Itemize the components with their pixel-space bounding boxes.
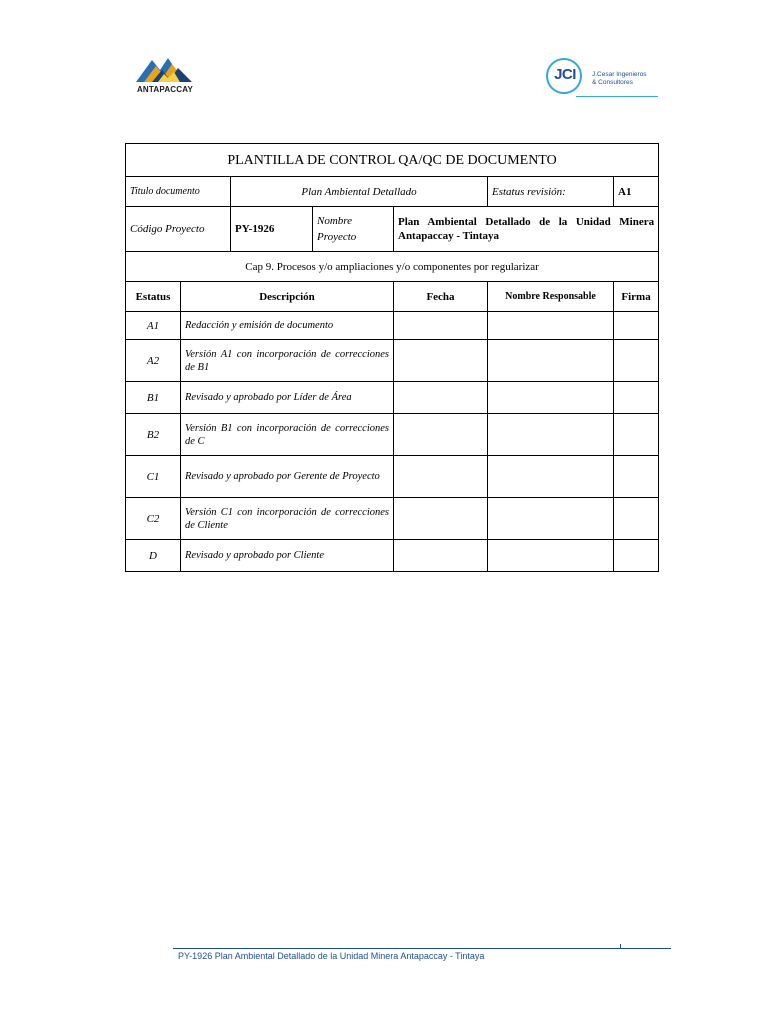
table-row bbox=[126, 540, 659, 572]
row-fecha-cell bbox=[394, 540, 488, 572]
row-firma-cell bbox=[614, 340, 659, 382]
jci-underline bbox=[576, 96, 658, 97]
col-header-nombre-responsable: Nombre Responsable bbox=[488, 282, 614, 312]
row-description: Versión B1 con incorporación de correcciones de C bbox=[181, 414, 394, 456]
jci-logo bbox=[546, 58, 658, 98]
row-description: Revisado y aprobado por Gerente de Proyecto bbox=[181, 456, 394, 498]
jci-monogram: JCI bbox=[554, 66, 576, 83]
row-firma-cell bbox=[614, 414, 659, 456]
table-row bbox=[126, 340, 659, 382]
row-status-code: D bbox=[126, 540, 181, 572]
table-row bbox=[126, 414, 659, 456]
col-header-firma: Firma bbox=[614, 282, 659, 312]
row-status-code: B2 bbox=[126, 414, 181, 456]
row-status-code: C2 bbox=[126, 498, 181, 540]
codigo-proyecto-label: Código Proyecto bbox=[126, 207, 231, 252]
table-title: PLANTILLA DE CONTROL QA/QC DE DOCUMENTO bbox=[126, 144, 659, 177]
row-responsable-cell bbox=[488, 540, 614, 572]
row-responsable-cell bbox=[488, 498, 614, 540]
jci-company-line2: & Consultores bbox=[592, 79, 633, 86]
table-row bbox=[126, 312, 659, 340]
table-row bbox=[126, 382, 659, 414]
row-description: Revisado y aprobado por Cliente bbox=[181, 540, 394, 572]
footer-rule bbox=[173, 948, 671, 949]
antapaccay-wordmark: ANTAPACCAY bbox=[136, 85, 194, 94]
nombre-proyecto-value: Plan Ambiental Detallado de la Unidad Minera Antapaccay - Tintaya bbox=[394, 207, 659, 252]
row-description: Versión C1 con incorporación de correcciones de Cliente bbox=[181, 498, 394, 540]
row-responsable-cell bbox=[488, 312, 614, 340]
qaqc-control-table bbox=[125, 143, 659, 572]
row-firma-cell bbox=[614, 312, 659, 340]
row-description: Revisado y aprobado por Líder de Área bbox=[181, 382, 394, 414]
row-fecha-cell bbox=[394, 498, 488, 540]
mountain-icon bbox=[134, 54, 196, 84]
antapaccay-logo bbox=[128, 54, 202, 98]
row-fecha-cell bbox=[394, 312, 488, 340]
chapter-subtitle: Cap 9. Procesos y/o ampliaciones y/o componentes por regularizar bbox=[126, 252, 659, 282]
footer-text: PY-1926 Plan Ambiental Detallado de la Unidad Minera Antapaccay - Tintaya bbox=[178, 951, 485, 961]
estatus-revision-value: A1 bbox=[614, 177, 659, 207]
row-firma-cell bbox=[614, 540, 659, 572]
nombre-proyecto-label: Nombre Proyecto bbox=[313, 207, 394, 252]
row-fecha-cell bbox=[394, 456, 488, 498]
titulo-documento-label: Titulo documento bbox=[126, 177, 231, 207]
jci-company-line1: J.Cesar Ingenieros bbox=[592, 71, 647, 78]
titulo-documento-value: Plan Ambiental Detallado bbox=[231, 177, 488, 207]
estatus-revision-label: Estatus revisión: bbox=[488, 177, 614, 207]
row-description: Versión A1 con incorporación de correcciones de B1 bbox=[181, 340, 394, 382]
row-firma-cell bbox=[614, 498, 659, 540]
footer-rule-tick bbox=[620, 944, 621, 949]
row-firma-cell bbox=[614, 382, 659, 414]
row-status-code: A1 bbox=[126, 312, 181, 340]
codigo-proyecto-value: PY-1926 bbox=[231, 207, 313, 252]
col-header-fecha: Fecha bbox=[394, 282, 488, 312]
row-fecha-cell bbox=[394, 382, 488, 414]
row-status-code: C1 bbox=[126, 456, 181, 498]
col-header-estatus: Estatus bbox=[126, 282, 181, 312]
col-header-descripcion: Descripción bbox=[181, 282, 394, 312]
table-row bbox=[126, 498, 659, 540]
row-firma-cell bbox=[614, 456, 659, 498]
row-fecha-cell bbox=[394, 340, 488, 382]
row-responsable-cell bbox=[488, 340, 614, 382]
row-status-code: B1 bbox=[126, 382, 181, 414]
row-responsable-cell bbox=[488, 456, 614, 498]
row-responsable-cell bbox=[488, 414, 614, 456]
row-responsable-cell bbox=[488, 382, 614, 414]
row-fecha-cell bbox=[394, 414, 488, 456]
table-row bbox=[126, 456, 659, 498]
row-status-code: A2 bbox=[126, 340, 181, 382]
row-description: Redacción y emisión de documento bbox=[181, 312, 394, 340]
